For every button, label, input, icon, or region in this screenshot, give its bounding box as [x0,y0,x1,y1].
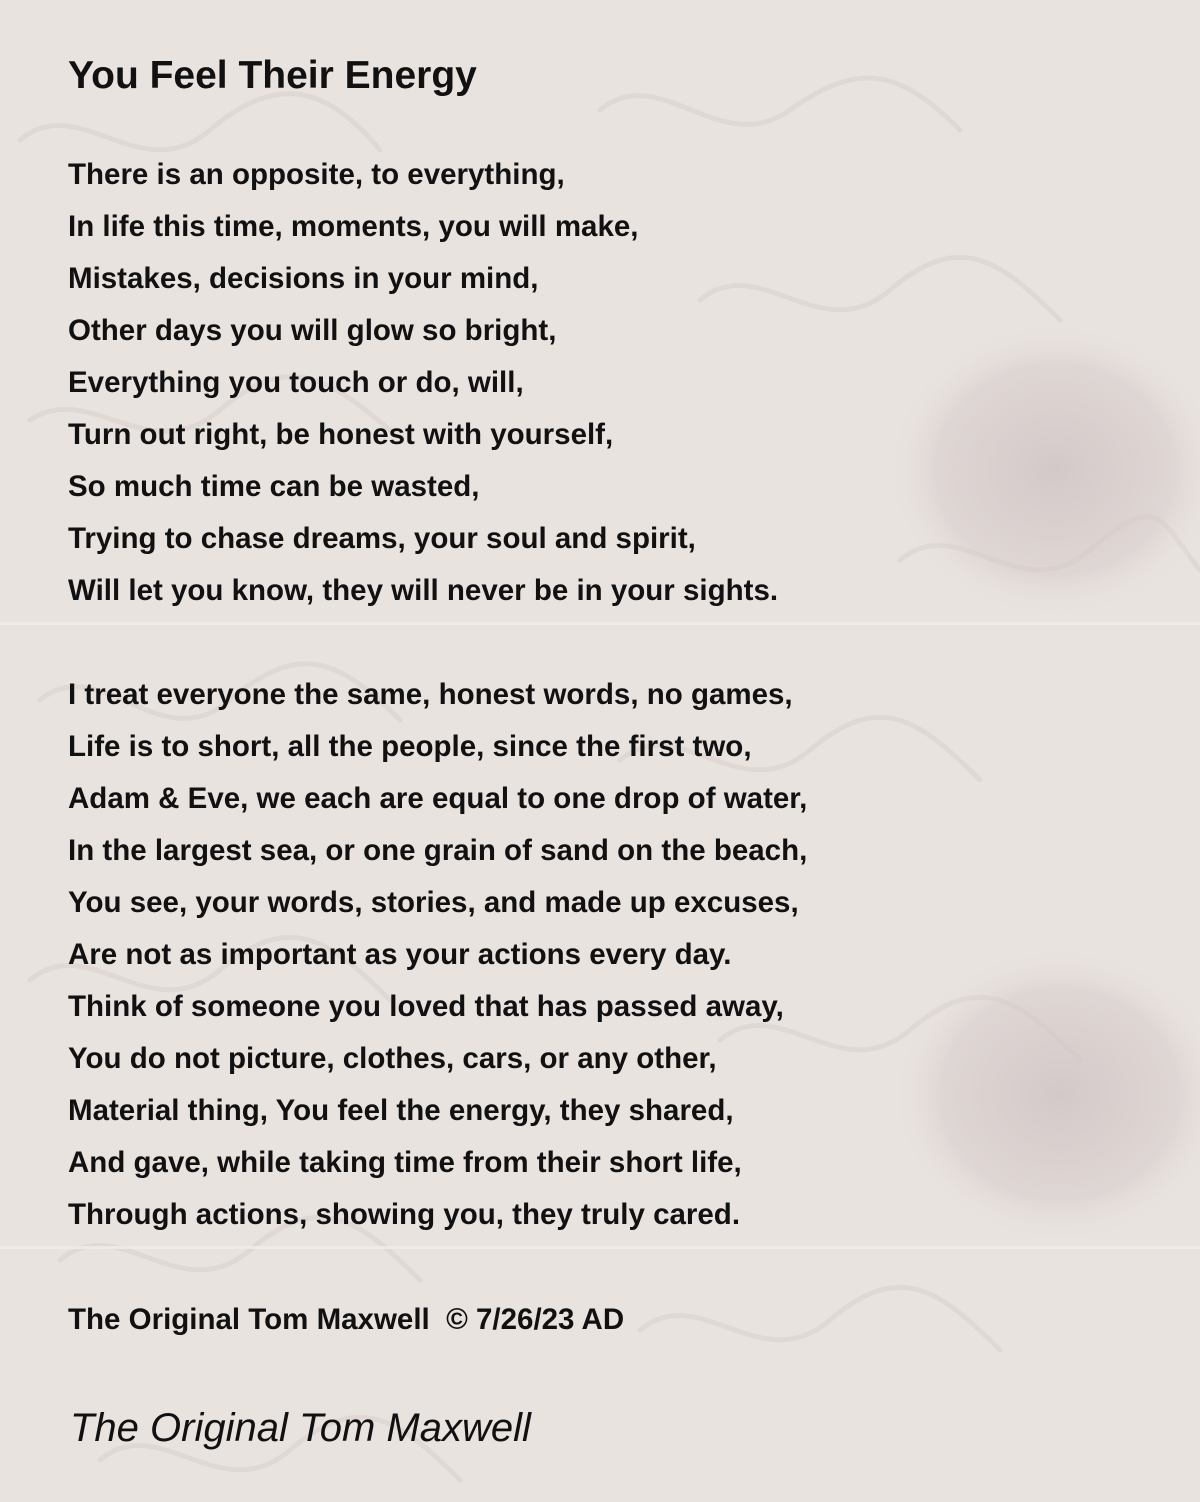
poem-line: Will let you know, they will never be in your sights. [68,574,779,607]
poem-line: You see, your words, stories, and made up excuses, [68,886,799,919]
stanza-1 [68,149,778,617]
poem-line: In life this time, moments, you will make, [68,210,639,243]
poem-line: I treat everyone the same, honest words, no games, [68,678,793,711]
poem-line: Are not as important as your actions every day. [68,938,732,971]
poem-line: Life is to short, all the people, since the first two, [68,730,752,763]
author-signature: The Original Tom Maxwell [70,1406,531,1450]
poem-line: Everything you touch or do, will, [68,366,524,399]
poem-title: You Feel Their Energy [68,54,477,97]
poem-line: Mistakes, decisions in your mind, [68,262,539,295]
stanza-2 [68,669,807,1241]
poem-line: Trying to chase dreams, your soul and spirit, [68,522,696,555]
poem-line: There is an opposite, to everything, [68,158,565,191]
poem-line: Turn out right, be honest with yourself, [68,418,614,451]
poem-line: So much time can be wasted, [68,470,480,503]
poem-line: And gave, while taking time from their short life, [68,1146,742,1179]
poem-line: You do not picture, clothes, cars, or any other, [68,1042,717,1075]
poem-line: In the largest sea, or one grain of sand on the beach, [68,834,808,867]
poem-line: Through actions, showing you, they truly cared. [68,1198,741,1231]
copyright-line: The Original Tom Maxwell © 7/26/23 AD [68,1303,625,1336]
poem-line: Think of someone you loved that has passed away, [68,990,784,1023]
poem-line: Other days you will glow so bright, [68,314,557,347]
poem-line: Adam & Eve, we each are equal to one drop of water, [68,782,808,815]
poem-line: Material thing, You feel the energy, they shared, [68,1094,734,1127]
